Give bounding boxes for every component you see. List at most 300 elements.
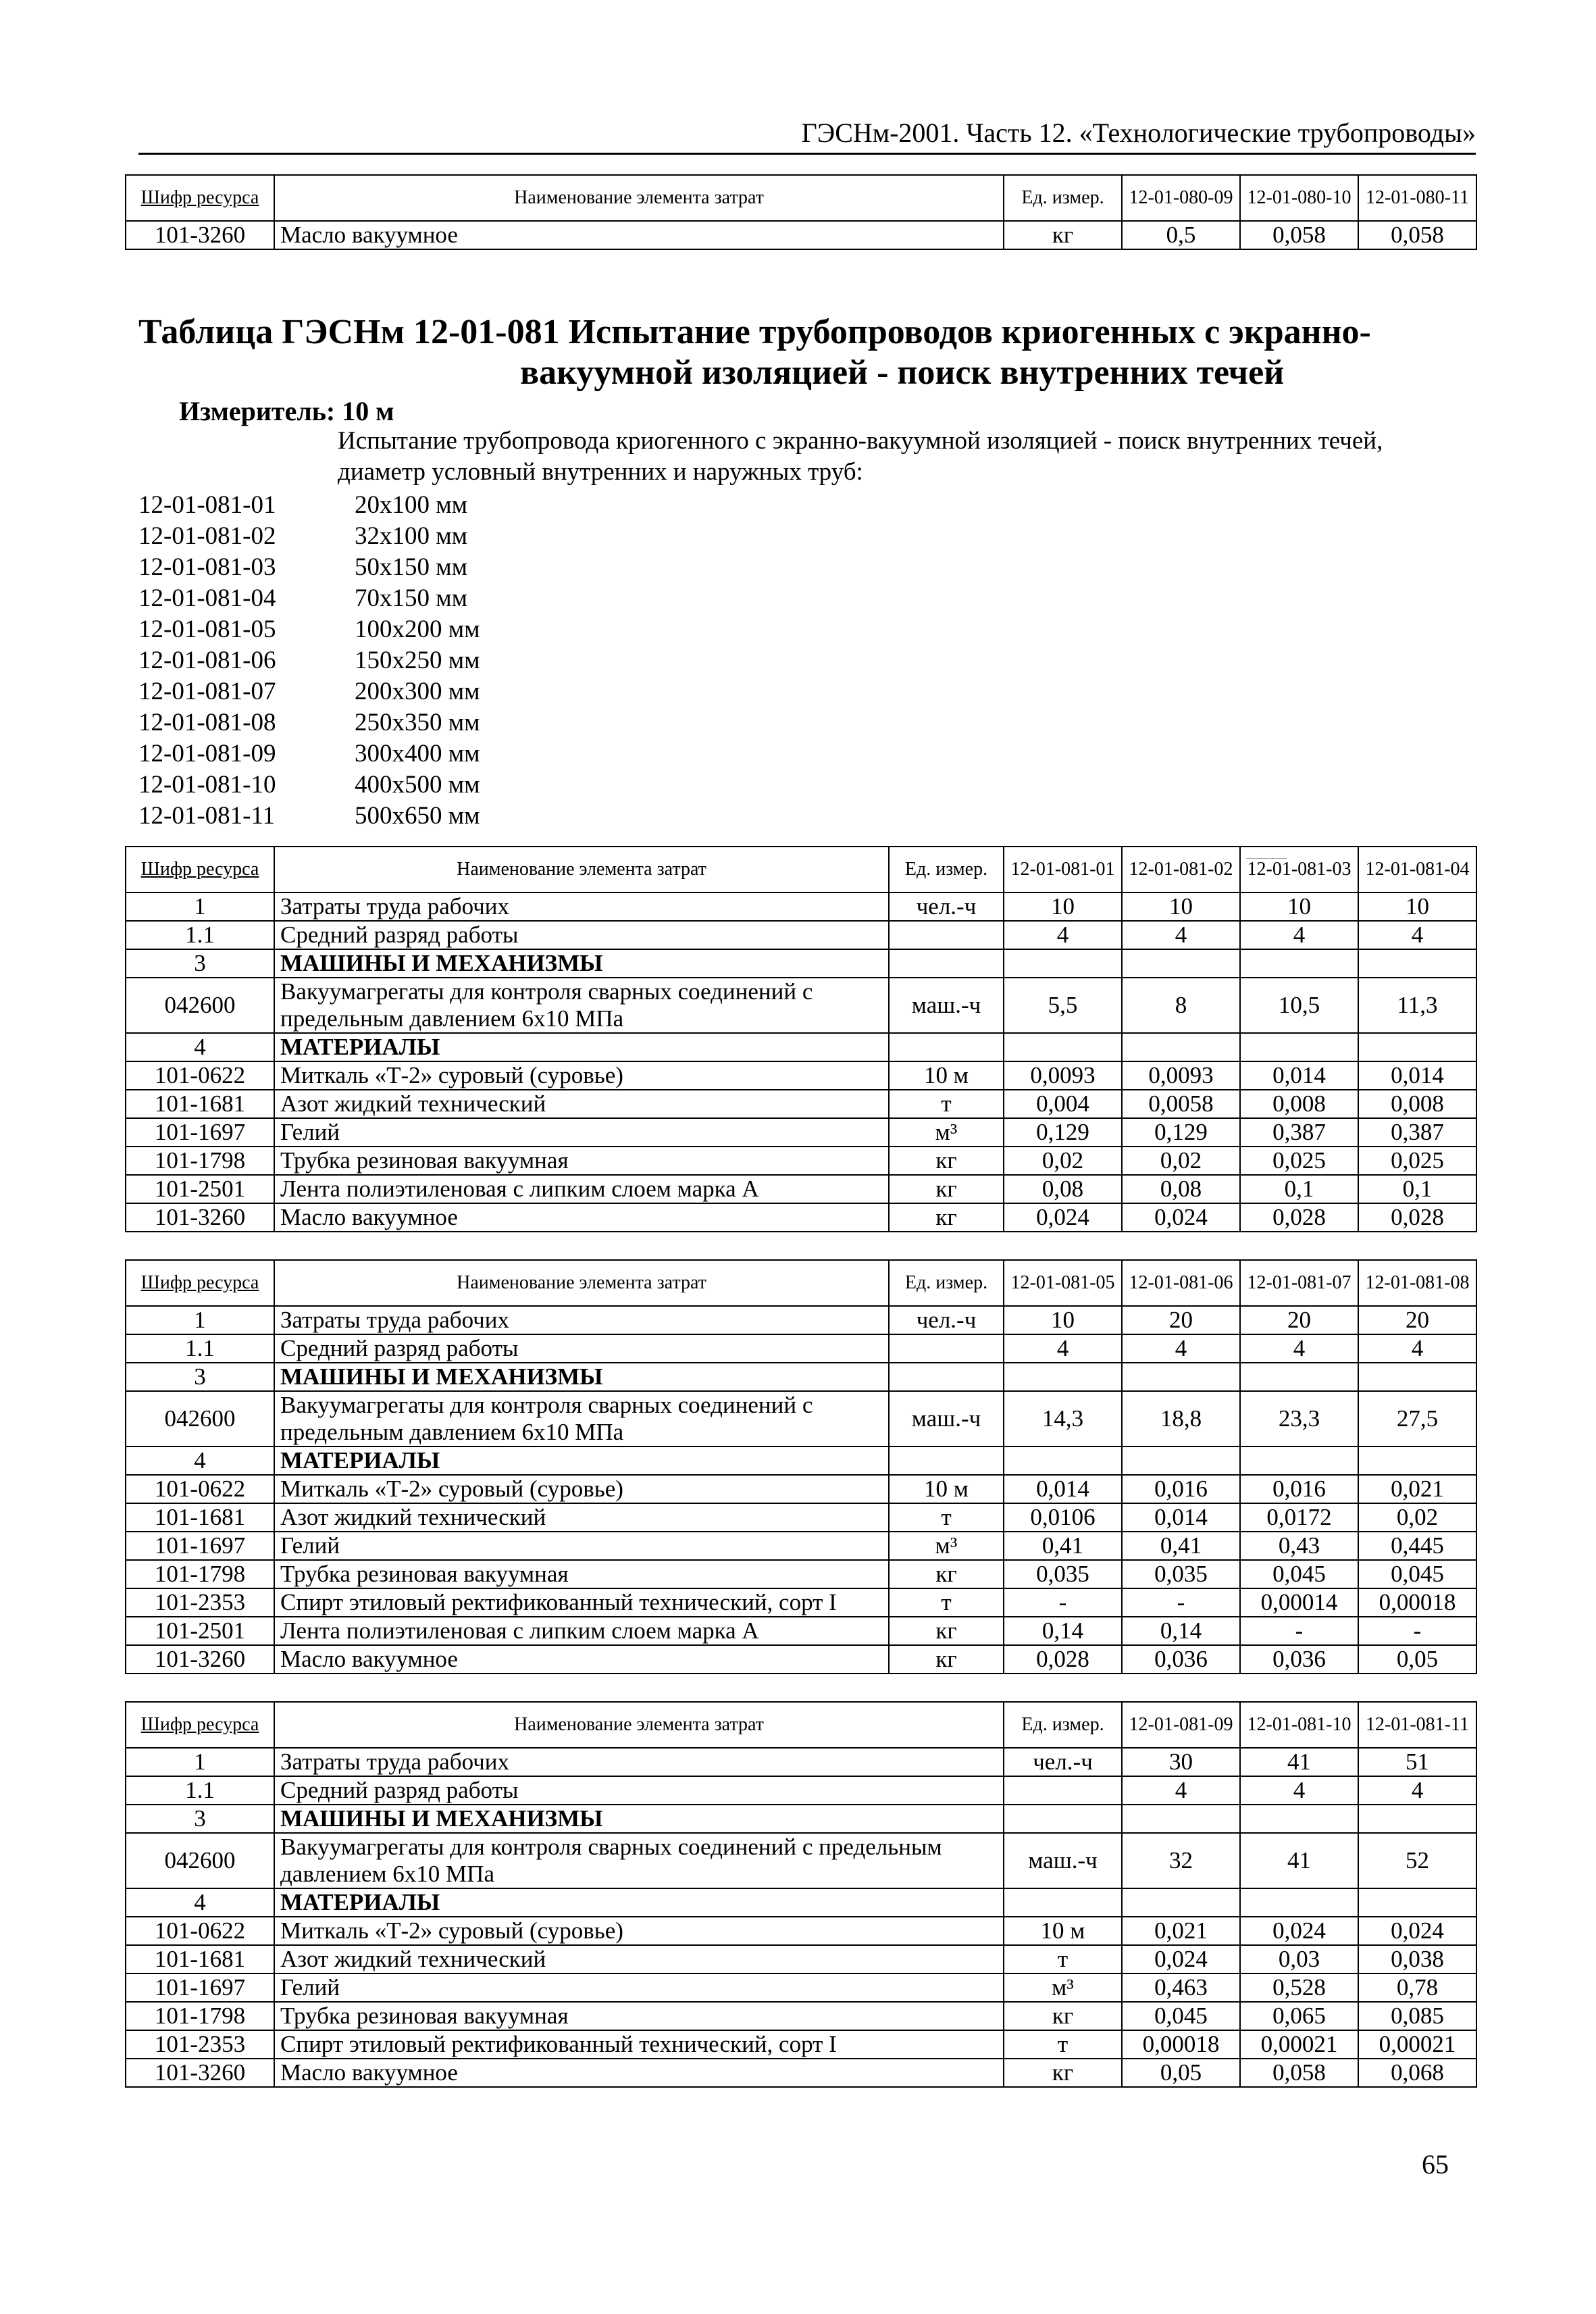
unit <box>889 1033 1004 1061</box>
resource-code: 101-1697 <box>126 1118 274 1147</box>
table-row <box>126 1917 1476 1945</box>
table-row <box>126 1973 1476 2002</box>
cost-table-2 <box>125 1259 1477 1674</box>
table-row <box>126 1033 1476 1061</box>
cost-item-name: МАТЕРИАЛЫ <box>274 1033 889 1061</box>
norm-value: - <box>1358 1617 1476 1645</box>
unit: 10 м <box>889 1475 1004 1503</box>
cost-item-name: Трубка резиновая вакуумная <box>274 1147 889 1175</box>
norm-value: 10 <box>1004 1306 1122 1334</box>
cost-item-name: Азот жидкий технический <box>274 1945 1004 1973</box>
norm-value: 5,5 <box>1004 978 1122 1033</box>
column-header: Ед. измер. <box>889 847 1004 892</box>
norm-value: 0,014 <box>1240 1061 1358 1090</box>
cost-item-name: Масло вакуумное <box>274 221 1004 249</box>
unit: т <box>889 1090 1004 1118</box>
unit: т <box>1004 2030 1122 2059</box>
column-header: 12-01-081-06 <box>1122 1260 1240 1306</box>
norm-value: 4 <box>1358 921 1476 949</box>
table-row <box>126 1090 1476 1118</box>
table-row <box>126 1363 1476 1391</box>
resource-code: 101-1681 <box>126 1503 274 1532</box>
variant-code: 12-01-081-07 <box>138 678 276 705</box>
variant-size: 500x650 мм <box>355 802 480 830</box>
norm-value: 0,02 <box>1358 1503 1476 1532</box>
table-row <box>126 2059 1476 2087</box>
norm-value <box>1122 1805 1240 1833</box>
norm-value <box>1004 1033 1122 1061</box>
cost-item-name: Лента полиэтиленовая с липким слоем марка А <box>274 1175 889 1203</box>
column-header: Шифр ресурса <box>126 175 274 221</box>
resource-code: 042600 <box>126 1391 274 1447</box>
table-row <box>126 1560 1476 1588</box>
unit <box>889 1334 1004 1363</box>
variant-item <box>138 552 480 583</box>
norm-value: 0,43 <box>1240 1532 1358 1560</box>
top-cost-table <box>125 174 1477 250</box>
column-header: 12-01-080-09 <box>1122 175 1240 221</box>
norm-value: 0,008 <box>1240 1090 1358 1118</box>
table-row <box>126 1805 1476 1833</box>
norm-value: 0,05 <box>1122 2059 1240 2087</box>
table-title-line-2: вакуумной изоляцией - поиск внутренних течей <box>520 353 1285 392</box>
norm-value <box>1122 1033 1240 1061</box>
unit: м³ <box>1004 1973 1122 2002</box>
unit: т <box>889 1503 1004 1532</box>
variant-item <box>138 583 480 614</box>
norm-value: 0,02 <box>1122 1147 1240 1175</box>
norm-value: 0,1 <box>1358 1175 1476 1203</box>
column-header: 12-01-081-03 <box>1240 847 1358 892</box>
norm-value: 0,028 <box>1004 1645 1122 1674</box>
cost-table-1 <box>125 846 1477 1232</box>
variant-code: 12-01-081-11 <box>138 802 276 830</box>
resource-code: 101-2353 <box>126 2030 274 2059</box>
table-row <box>126 1447 1476 1475</box>
column-header: Шифр ресурса <box>126 1260 274 1306</box>
norm-value: 0,024 <box>1122 1945 1240 1973</box>
cost-item-name: МАШИНЫ И МЕХАНИЗМЫ <box>274 1363 889 1391</box>
norm-value: 0,036 <box>1122 1645 1240 1674</box>
norm-value: 0,08 <box>1004 1175 1122 1203</box>
resource-code: 101-1697 <box>126 1973 274 2002</box>
cost-item-name: Спирт этиловый ректификованный технический, сорт I <box>274 2030 1004 2059</box>
variant-size: 32x100 мм <box>355 522 468 550</box>
unit: кг <box>889 1203 1004 1232</box>
column-header: Ед. измер. <box>1004 175 1122 221</box>
variant-item <box>138 521 480 552</box>
norm-value <box>1240 1033 1358 1061</box>
running-head: ГЭСНм-2001. Часть 12. «Технологические трубопроводы» <box>138 114 1476 155</box>
resource-code: 1 <box>126 1306 274 1334</box>
norm-value: 0,05 <box>1358 1645 1476 1674</box>
cost-item-name: Миткаль «Т-2» суровый (суровье) <box>274 1917 1004 1945</box>
unit: кг <box>1004 2002 1122 2030</box>
norm-value: 0,025 <box>1240 1147 1358 1175</box>
norm-value: 4 <box>1122 921 1240 949</box>
norm-value: 0,0172 <box>1240 1503 1358 1532</box>
norm-value: 0,03 <box>1240 1945 1358 1973</box>
table-row <box>126 2030 1476 2059</box>
unit: кг <box>889 1617 1004 1645</box>
table-row <box>126 1503 1476 1532</box>
column-header: 12-01-081-01 <box>1004 847 1122 892</box>
variant-list <box>138 490 480 832</box>
resource-code: 1.1 <box>126 921 274 949</box>
cost-item-name: Затраты труда рабочих <box>274 1748 1004 1776</box>
resource-code: 042600 <box>126 1833 274 1888</box>
norm-value: 32 <box>1122 1833 1240 1888</box>
unit: чел.-ч <box>889 1306 1004 1334</box>
resource-code: 4 <box>126 1888 274 1917</box>
norm-value: 10 <box>1358 892 1476 921</box>
unit <box>1004 1776 1122 1805</box>
resource-code: 1 <box>126 1748 274 1776</box>
norm-value: 4 <box>1004 1334 1122 1363</box>
unit: маш.-ч <box>1004 1833 1122 1888</box>
norm-value: 27,5 <box>1358 1391 1476 1447</box>
norm-value: 0,00014 <box>1240 1588 1358 1617</box>
norm-value: 4 <box>1122 1334 1240 1363</box>
norm-value: 0,528 <box>1240 1973 1358 2002</box>
variant-item <box>138 614 480 645</box>
table-row <box>126 892 1476 921</box>
norm-value: 0,036 <box>1240 1645 1358 1674</box>
resource-code: 3 <box>126 1363 274 1391</box>
norm-value: 0,021 <box>1358 1475 1476 1503</box>
resource-code: 3 <box>126 1805 274 1833</box>
unit <box>1004 1888 1122 1917</box>
table-header-row <box>126 1260 1476 1306</box>
norm-value <box>1122 1363 1240 1391</box>
variant-code: 12-01-081-03 <box>138 553 276 581</box>
norm-value: 0,028 <box>1358 1203 1476 1232</box>
column-header: Ед. измер. <box>889 1260 1004 1306</box>
norm-value: 0,5 <box>1122 221 1240 249</box>
variant-code: 12-01-081-01 <box>138 491 276 519</box>
table-row <box>126 1306 1476 1334</box>
cost-item-name: Миткаль «Т-2» суровый (суровье) <box>274 1475 889 1503</box>
unit: кг <box>1004 221 1122 249</box>
norm-value: 0,035 <box>1004 1560 1122 1588</box>
norm-value: - <box>1122 1588 1240 1617</box>
variant-size: 150x250 мм <box>355 647 480 674</box>
norm-value: 0,016 <box>1240 1475 1358 1503</box>
cost-item-name: Вакуумагрегаты для контроля сварных соединений с предельным давлением 6x10 МПа <box>274 1833 1004 1888</box>
cost-item-name: Средний разряд работы <box>274 921 889 949</box>
norm-value <box>1240 1447 1358 1475</box>
cost-item-name: Гелий <box>274 1532 889 1560</box>
unit: т <box>889 1588 1004 1617</box>
cost-item-name: МАШИНЫ И МЕХАНИЗМЫ <box>274 949 889 978</box>
table-row <box>126 1061 1476 1090</box>
resource-code: 101-1681 <box>126 1945 274 1973</box>
resource-code: 101-1697 <box>126 1532 274 1560</box>
resource-code: 1 <box>126 892 274 921</box>
column-header: Шифр ресурса <box>126 847 274 892</box>
unit: кг <box>1004 2059 1122 2087</box>
norm-value: 51 <box>1358 1748 1476 1776</box>
norm-value: 0,00021 <box>1358 2030 1476 2059</box>
norm-value: 0,016 <box>1122 1475 1240 1503</box>
norm-value: 4 <box>1122 1776 1240 1805</box>
resource-code: 101-0622 <box>126 1475 274 1503</box>
variant-code: 12-01-081-10 <box>138 771 276 799</box>
resource-code: 101-0622 <box>126 1061 274 1090</box>
cost-item-name: Трубка резиновая вакуумная <box>274 1560 889 1588</box>
table-header-row <box>126 175 1476 221</box>
norm-value: 52 <box>1358 1833 1476 1888</box>
norm-value: 11,3 <box>1358 978 1476 1033</box>
page-number: 65 <box>1422 2149 1449 2180</box>
cost-item-name: Лента полиэтиленовая с липким слоем марка А <box>274 1617 889 1645</box>
norm-value: 0,024 <box>1004 1203 1122 1232</box>
column-header: 12-01-081-10 <box>1240 1702 1358 1748</box>
unit: м³ <box>889 1118 1004 1147</box>
cost-item-name: Гелий <box>274 1118 889 1147</box>
norm-value <box>1358 1363 1476 1391</box>
cost-item-name: Средний разряд работы <box>274 1776 1004 1805</box>
norm-value: 20 <box>1358 1306 1476 1334</box>
resource-code: 101-2501 <box>126 1175 274 1203</box>
resource-code: 101-0622 <box>126 1917 274 1945</box>
norm-value: 4 <box>1358 1334 1476 1363</box>
cost-item-name: Вакуумагрегаты для контроля сварных соединений с предельным давлением 6x10 МПа <box>274 1391 889 1447</box>
column-header: 12-01-080-10 <box>1240 175 1358 221</box>
norm-value: 0,0106 <box>1004 1503 1122 1532</box>
norm-value: 30 <box>1122 1748 1240 1776</box>
norm-value <box>1122 949 1240 978</box>
variant-size: 70x150 мм <box>355 584 468 612</box>
cost-item-name: Трубка резиновая вакуумная <box>274 2002 1004 2030</box>
norm-value <box>1240 1363 1358 1391</box>
norm-value: 20 <box>1240 1306 1358 1334</box>
column-header: Наименование элемента затрат <box>274 1702 1004 1748</box>
resource-code: 101-3260 <box>126 2059 274 2087</box>
norm-value: 0,08 <box>1122 1175 1240 1203</box>
norm-value: 0,129 <box>1122 1118 1240 1147</box>
column-header: Шифр ресурса <box>126 1702 274 1748</box>
table-row <box>126 1588 1476 1617</box>
cost-item-name: Азот жидкий технический <box>274 1090 889 1118</box>
norm-value: 0,058 <box>1240 2059 1358 2087</box>
table-row <box>126 1175 1476 1203</box>
variant-item <box>138 490 480 521</box>
norm-value: 0,02 <box>1004 1147 1122 1175</box>
norm-value <box>1004 1363 1122 1391</box>
variant-size: 50x150 мм <box>355 553 468 581</box>
variant-code: 12-01-081-08 <box>138 709 276 736</box>
norm-value: 4 <box>1240 1334 1358 1363</box>
norm-value: 0,058 <box>1240 221 1358 249</box>
norm-value: 0,445 <box>1358 1532 1476 1560</box>
column-header: 12-01-080-11 <box>1358 175 1476 221</box>
resource-code: 1.1 <box>126 1776 274 1805</box>
norm-value: 0,14 <box>1122 1617 1240 1645</box>
norm-value: 0,058 <box>1358 221 1476 249</box>
cost-item-name: МАТЕРИАЛЫ <box>274 1888 1004 1917</box>
cost-item-name: Вакуумагрегаты для контроля сварных соединений с предельным давлением 6x10 МПа <box>274 978 889 1033</box>
variant-code: 12-01-081-05 <box>138 615 276 643</box>
resource-code: 101-3260 <box>126 1645 274 1674</box>
norm-value: 4 <box>1240 1776 1358 1805</box>
resource-code: 3 <box>126 949 274 978</box>
norm-value: 0,028 <box>1240 1203 1358 1232</box>
table-header-row <box>126 847 1476 892</box>
norm-value <box>1240 1888 1358 1917</box>
norm-value: 4 <box>1358 1776 1476 1805</box>
table-row <box>126 1888 1476 1917</box>
norm-value: 0,129 <box>1004 1118 1122 1147</box>
column-header: 12-01-081-02 <box>1122 847 1240 892</box>
variant-size: 400x500 мм <box>355 771 480 799</box>
norm-value <box>1358 1805 1476 1833</box>
resource-code: 101-1681 <box>126 1090 274 1118</box>
table-row <box>126 1475 1476 1503</box>
table-row <box>126 949 1476 978</box>
variant-item <box>138 676 480 707</box>
norm-value <box>1240 949 1358 978</box>
norm-value: 0,41 <box>1122 1532 1240 1560</box>
norm-value <box>1358 1447 1476 1475</box>
column-header: 12-01-081-08 <box>1358 1260 1476 1306</box>
unit: кг <box>889 1560 1004 1588</box>
norm-value: 0,065 <box>1240 2002 1358 2030</box>
measure-unit: Измеритель: 10 м <box>179 396 394 426</box>
cost-item-name: МАШИНЫ И МЕХАНИЗМЫ <box>274 1805 1004 1833</box>
work-description: Испытание трубопровода криогенного с экранно-вакуумной изоляцией - поиск внутренних течей, диаметр условный внутренних и наружных труб: <box>338 427 1383 486</box>
norm-value: 41 <box>1240 1748 1358 1776</box>
unit: чел.-ч <box>1004 1748 1122 1776</box>
resource-code: 101-1798 <box>126 2002 274 2030</box>
unit: м³ <box>889 1532 1004 1560</box>
table-row <box>126 1833 1476 1888</box>
table-row <box>126 921 1476 949</box>
norm-value: 0,045 <box>1240 1560 1358 1588</box>
variant-code: 12-01-081-06 <box>138 647 276 674</box>
column-header: Наименование элемента затрат <box>274 175 1004 221</box>
cost-item-name: Затраты труда рабочих <box>274 1306 889 1334</box>
norm-value: 0,14 <box>1004 1617 1122 1645</box>
table-row <box>126 1748 1476 1776</box>
cost-item-name: Гелий <box>274 1973 1004 2002</box>
norm-value: 4 <box>1240 921 1358 949</box>
table-header-row <box>126 1702 1476 1748</box>
norm-value: 0,024 <box>1122 1203 1240 1232</box>
variant-item <box>138 645 480 676</box>
norm-value: 0,035 <box>1122 1560 1240 1588</box>
unit <box>889 1363 1004 1391</box>
norm-value: 0,1 <box>1240 1175 1358 1203</box>
unit: кг <box>889 1147 1004 1175</box>
variant-size: 200x300 мм <box>355 678 480 705</box>
resource-code: 4 <box>126 1033 274 1061</box>
variant-item <box>138 707 480 738</box>
variant-size: 250x350 мм <box>355 709 480 736</box>
column-header: 12-01-081-05 <box>1004 1260 1122 1306</box>
norm-value: 0,021 <box>1122 1917 1240 1945</box>
norm-value: 0,024 <box>1358 1917 1476 1945</box>
norm-value <box>1240 1805 1358 1833</box>
norm-value <box>1004 1447 1122 1475</box>
resource-code: 042600 <box>126 978 274 1033</box>
table-row <box>126 1945 1476 1973</box>
unit: маш.-ч <box>889 1391 1004 1447</box>
norm-value <box>1358 1033 1476 1061</box>
norm-value <box>1358 1888 1476 1917</box>
norm-value: 0,045 <box>1122 2002 1240 2030</box>
resource-code: 101-1798 <box>126 1560 274 1588</box>
norm-value: 0,387 <box>1358 1118 1476 1147</box>
norm-value: 10 <box>1122 892 1240 921</box>
variant-code: 12-01-081-09 <box>138 740 276 768</box>
table-row <box>126 1776 1476 1805</box>
table-row <box>126 1532 1476 1560</box>
column-header: 12-01-081-09 <box>1122 1702 1240 1748</box>
cost-item-name: Масло вакуумное <box>274 2059 1004 2087</box>
norm-value: 10 <box>1004 892 1122 921</box>
variant-item <box>138 770 480 801</box>
cost-item-name: Миткаль «Т-2» суровый (суровье) <box>274 1061 889 1090</box>
resource-code: 4 <box>126 1447 274 1475</box>
norm-value: 18,8 <box>1122 1391 1240 1447</box>
variant-item <box>138 801 480 832</box>
norm-value: 8 <box>1122 978 1240 1033</box>
unit: т <box>1004 1945 1122 1973</box>
norm-value: 0,463 <box>1122 1973 1240 2002</box>
table-row <box>126 1203 1476 1232</box>
table-row <box>126 978 1476 1033</box>
column-header: 12-01-081-11 <box>1358 1702 1476 1748</box>
unit: кг <box>889 1175 1004 1203</box>
table-row <box>126 1391 1476 1447</box>
norm-value: 0,025 <box>1358 1147 1476 1175</box>
variant-size: 300x400 мм <box>355 740 480 768</box>
norm-value: 0,004 <box>1004 1090 1122 1118</box>
resource-code: 101-1798 <box>126 1147 274 1175</box>
table-row <box>126 221 1476 249</box>
column-header: 12-01-081-07 <box>1240 1260 1358 1306</box>
table-row <box>126 2002 1476 2030</box>
unit: чел.-ч <box>889 892 1004 921</box>
variant-code: 12-01-081-02 <box>138 522 276 550</box>
variant-size: 20x100 мм <box>355 491 468 519</box>
norm-value: 0,0058 <box>1122 1090 1240 1118</box>
unit <box>1004 1805 1122 1833</box>
cost-item-name: Масло вакуумное <box>274 1645 889 1674</box>
norm-value: 0,41 <box>1004 1532 1122 1560</box>
norm-value: 0,068 <box>1358 2059 1476 2087</box>
norm-value: 0,024 <box>1240 1917 1358 1945</box>
norm-value: 0,038 <box>1358 1945 1476 1973</box>
norm-value: 23,3 <box>1240 1391 1358 1447</box>
norm-value <box>1122 1888 1240 1917</box>
norm-value <box>1122 1447 1240 1475</box>
norm-value <box>1004 949 1122 978</box>
norm-value: 10 <box>1240 892 1358 921</box>
norm-value: 41 <box>1240 1833 1358 1888</box>
norm-value: 0,014 <box>1004 1475 1122 1503</box>
norm-value: 0,085 <box>1358 2002 1476 2030</box>
norm-value: 0,00021 <box>1240 2030 1358 2059</box>
norm-value: 0,014 <box>1122 1503 1240 1532</box>
variant-size: 100x200 мм <box>355 615 480 643</box>
norm-value: - <box>1004 1588 1122 1617</box>
cost-item-name: Масло вакуумное <box>274 1203 889 1232</box>
table-title-line-1: Таблица ГЭСНм 12-01-081 Испытание трубопроводов криогенных с экранно- <box>138 313 1371 351</box>
norm-value: 0,0093 <box>1122 1061 1240 1090</box>
norm-value <box>1358 949 1476 978</box>
